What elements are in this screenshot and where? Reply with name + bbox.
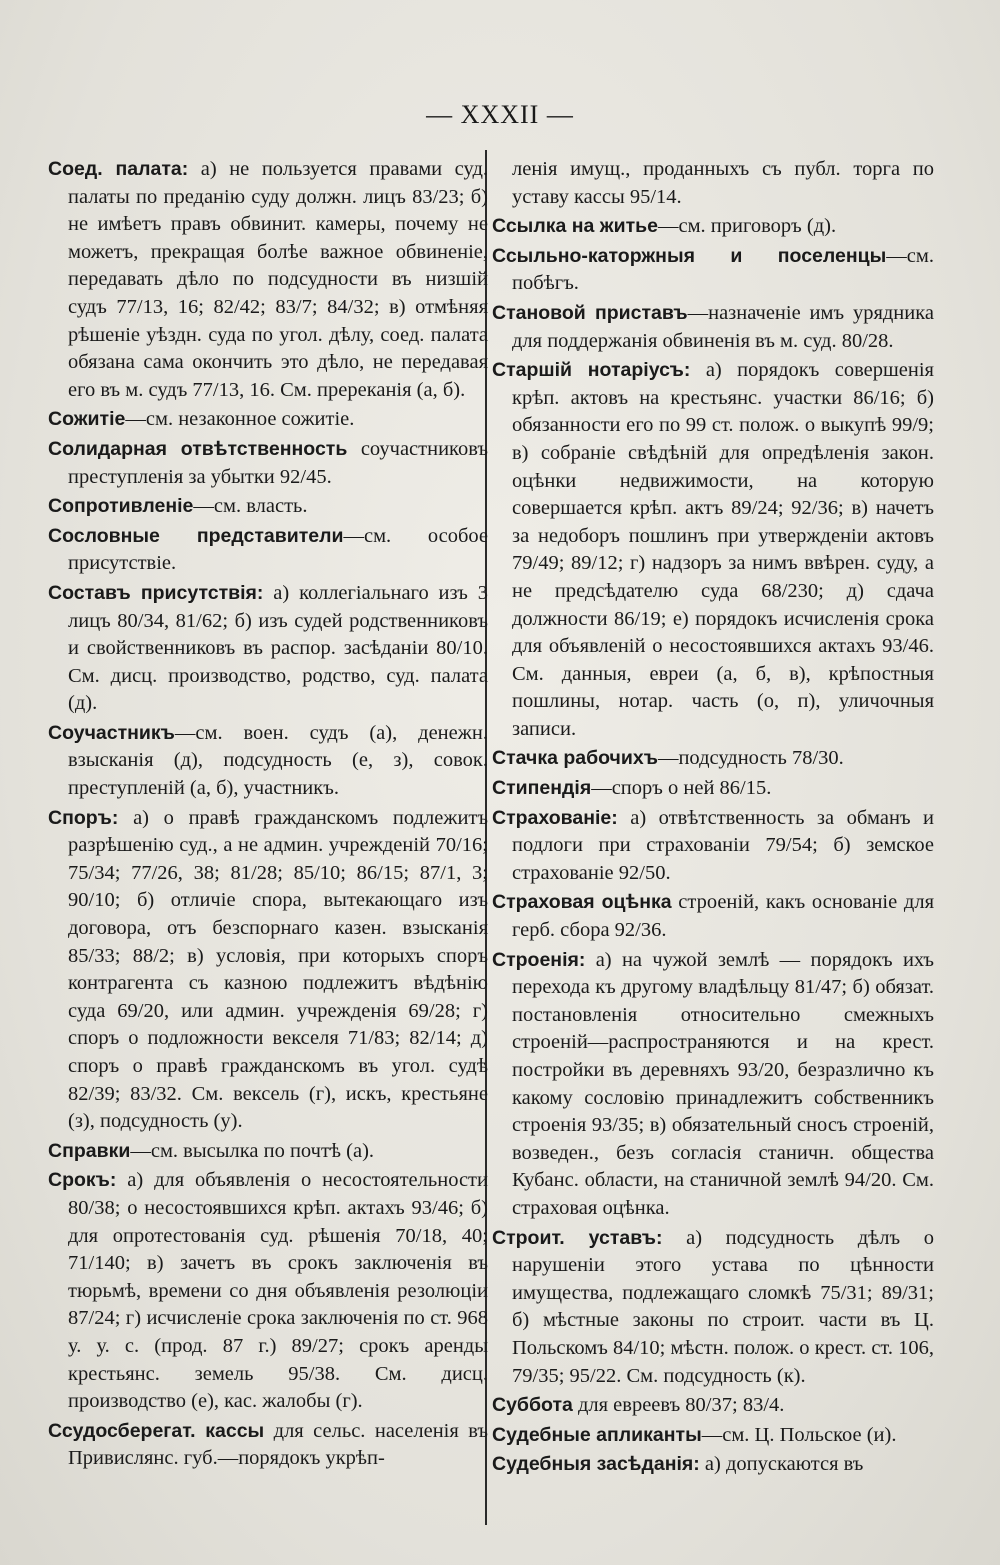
entry-text: а) о правѣ гражданскомъ подлежитъ разрѣшенію суд., а не админ. учрежденій 70/16; 75/34; 77/26, 38; 81/28; 85/10; 86/15; 87/1, 3; 90/10; б) отличіе спора, вытекающаго изъ договора, отъ безспорнаго казен. взысканія 85/33; 88/2; в) условія, при которыхъ споръ контрагента съ казною подлежитъ вѣдѣнію суда 69/20, или админ. учрежденія 69/28; г) споръ о подложности векселя 71/83; 82/14; д) споръ о правѣ гражданскомъ въ угол. судѣ 82/39; 83/32. См. вексель (г), искъ, крестьяне (з), подсудность (у). <box>68 806 488 1133</box>
entry-text: а) допускаются въ <box>699 1453 864 1476</box>
index-entry <box>492 889 934 944</box>
entry-heading: Строенія: <box>492 948 586 971</box>
index-entry <box>48 436 488 491</box>
page-number: — XXXII — <box>426 100 574 129</box>
entry-text: а) коллегіальнаго изъ 3 лицъ 80/34, 81/62; б) изъ судей родственниковъ и свойственниковъ въ распор. засѣданіи 80/10. См. дисц. производство, родство, суд. палата (д). <box>68 581 488 715</box>
index-entry <box>492 1422 934 1450</box>
entry-text: строеній, какъ основаніе для герб. сбора 92/36. <box>512 891 934 942</box>
entry-text: а) подсудность дѣлъ о нарушеніи этого устава по цѣнности имущества, подлежащаго сломкѣ 75/31; 89/31; б) мѣстные законы по строит. части въ Ц. Польскомъ 84/10; мѣстн. полож. о крест. ст. 106, 79/35; 95/22. См. подсудность (к). <box>512 1226 934 1387</box>
entry-heading: Справки <box>48 1139 131 1162</box>
entry-heading: Страховая оцѣнка <box>492 891 672 914</box>
entry-text: а) не пользуется правами суд. палаты по преданію суду должн. лицъ 83/23; б) не имѣетъ правъ обвинит. камеры, почему не можетъ, прекращая болѣе важное обвиненіе, передавать дѣло по подсудности въ низшій судъ 77/13, 16; 82/42; 83/7; 84/32; в) отмѣняя рѣшеніе уѣздн. суда по угол. дѣлу, соед. палата обязана сама окончить это дѣло, не передавая его въ м. судъ 77/13, 16. См. пререканія (а, б). <box>68 158 489 401</box>
entry-heading: Соучастникъ <box>48 721 175 744</box>
index-entry <box>492 1392 934 1420</box>
index-entry <box>492 213 934 241</box>
index-entry <box>492 243 934 298</box>
entry-heading: Становой приставъ <box>492 301 688 324</box>
index-entry <box>492 1225 934 1391</box>
entry-heading: Солидарная отвѣтственность <box>48 437 348 460</box>
entry-text: а) порядокъ совершенія крѣп. актовъ на крестьянс. участки 86/16; б) обязанности его по 99 ст. полож. о выкупѣ 99/9; в) собраніе свѣдѣній для опредѣленія закон. оцѣнки недвижимости, на которую совершается крѣп. актъ 89/24; 92/36; в) начетъ за недоборъ пошлинъ при утвержденіи актовъ 79/49; 89/12; г) надзоръ за нимъ ввѣрен. суду, а не предсѣдателю суда 68/230; д) сдача должности 86/19; е) порядокъ исчисленія срока для объявленій о несостоявшихся актахъ 93/46. См. данныя, евреи (а, б, в), крѣпостныя пошлины, нотар. часть (о, п), уличочныя записи. <box>512 359 934 740</box>
index-entry <box>48 523 488 578</box>
entry-text: —см. побѣгъ. <box>512 244 934 295</box>
entry-text: —см. особое присутствіе. <box>68 524 488 575</box>
index-entry <box>492 1451 934 1479</box>
entry-heading: Споръ: <box>48 806 119 829</box>
index-entry <box>48 1418 488 1473</box>
index-entry <box>48 493 488 521</box>
index-entry <box>492 805 934 888</box>
index-entry <box>48 156 488 404</box>
entry-text: —подсудность 78/30. <box>657 747 844 770</box>
entry-heading: Сословные представители <box>48 524 344 547</box>
entry-heading: Стачка рабочихъ <box>492 747 658 770</box>
entry-heading: Страхованіе: <box>492 806 618 829</box>
entry-heading: Ссылка на житье <box>492 215 658 238</box>
index-entry <box>492 156 934 211</box>
entry-heading: Судебныя засѣданія: <box>492 1453 700 1476</box>
entry-text: —см. воен. судъ (а), денежн. взысканія (д), подсудность (е, з), совок. преступленій (а, б), участникъ. <box>68 721 488 800</box>
entry-heading: Стипендія <box>492 777 592 800</box>
entry-heading: Сопротивленіе <box>48 495 194 518</box>
index-entry <box>48 1138 488 1166</box>
index-entry <box>48 720 488 803</box>
entry-text: а) для объявленія о несостоятельности 80/38; о несостоявшихся крѣп. актахъ 93/46; б) для опротестованія суд. рѣшенія 70/18, 40; 71/140; в) зачетъ въ срокъ заключенія въ тюрьмѣ, времени со дня объявленія резолюціи 87/24; г) исчисленіе срока заключенія по ст. 968 у. у. с. (прод. 87 г.) 89/27; срокъ аренды крестьянс. земель 95/38. См. дисц. производство (е), кас. жалобы (г). <box>68 1169 488 1413</box>
entry-text: ленія имущ., проданныхъ съ публ. торга по уставу кассы 95/14. <box>512 158 934 208</box>
entry-text: —споръ о ней 86/15. <box>591 777 772 800</box>
index-entry <box>48 805 488 1136</box>
entry-heading: Сожитіе <box>48 408 126 431</box>
entry-heading: Срокъ: <box>48 1169 117 1192</box>
index-entry <box>492 300 934 355</box>
index-entry <box>492 947 934 1223</box>
entry-text: —см. Ц. Польское (и). <box>701 1423 897 1446</box>
entry-text: для сельс. населенія въ Привислянс. губ.—порядокъ укрѣп- <box>68 1419 488 1470</box>
entry-text: а) отвѣтственность за обманъ и подлоги при страхованіи 79/54; б) земское страхованіе 92/50. <box>512 806 934 884</box>
index-entry <box>492 357 934 743</box>
index-entry <box>48 406 488 434</box>
entry-heading: Строит. уставъ: <box>492 1226 663 1249</box>
left-column <box>48 156 488 1475</box>
entry-heading: Судебные апликанты <box>492 1423 702 1446</box>
entry-heading: Суббота <box>492 1394 573 1417</box>
entry-heading: Соед. палата: <box>48 158 189 180</box>
entry-text: —см. незаконное сожитіе. <box>125 408 355 431</box>
index-entry <box>492 775 934 803</box>
entry-text: соучастниковъ преступленія за убытки 92/45. <box>68 437 488 488</box>
entry-heading: Составъ присутствія: <box>48 581 264 604</box>
entry-text: для евреевъ 80/37; 83/4. <box>572 1394 785 1417</box>
right-column <box>492 156 934 1481</box>
index-entry <box>492 745 934 773</box>
entry-text: —см. власть. <box>193 495 308 518</box>
entry-heading: Ссудосберегат. кассы <box>48 1419 265 1442</box>
index-entry <box>48 580 488 718</box>
entry-heading: Старшій нотаріусъ: <box>492 359 691 382</box>
entry-text: —см. высылка по почтѣ (а). <box>130 1139 375 1162</box>
entry-text: а) на чужой землѣ — порядокъ ихъ перехода къ другому владѣльцу 81/47; б) обязат. постановленія относительно смежныхъ строеній—распространяются и на крест. постройки въ деревняхъ 93/20, безразлично къ какому сословію принадлежитъ собственникъ строенія 93/35; в) обязательный сносъ строеній, возведен., безъ согласія станичн. общества Кубанс. области, на станичной землѣ 94/20. См. страховая оцѣнка. <box>512 948 934 1219</box>
index-entry <box>48 1167 488 1415</box>
entry-text: —назначеніе имъ урядника для поддержанія обвиненія въ м. суд. 80/28. <box>512 301 934 352</box>
entry-heading: Ссыльно-каторжныя и поселенцы <box>492 244 887 267</box>
entry-text: —см. приговоръ (д). <box>657 215 837 238</box>
